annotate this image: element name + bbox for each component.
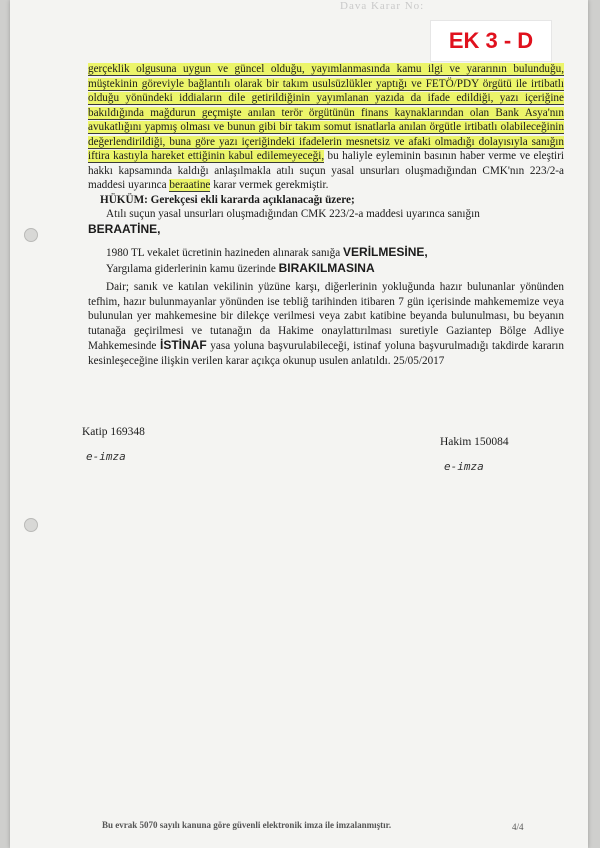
page-number: 4/4 xyxy=(512,822,524,832)
fee-bold: VERİLMESİNE, xyxy=(343,245,428,259)
acquittal-text: Atılı suçun yasal unsurları oluşmadığından CMK 223/2-a maddesi uyarınca sanığın xyxy=(106,208,480,220)
clerk-signature xyxy=(82,426,145,463)
faded-header: Dava Karar No: xyxy=(340,0,425,12)
punch-hole xyxy=(24,518,38,532)
appeal-text-b: yasa yoluna başvurulabileceği, istinaf yoluna başvurulmadığı takdirde kararın kesinleşeceğine ilişkin verilen karar açıkça okunup usulen anlatıldı. 25/05/2017 xyxy=(88,340,565,367)
document-page xyxy=(10,0,588,848)
acquittal-bold: BERAATİNE, xyxy=(88,221,161,236)
punch-hole xyxy=(24,228,38,242)
clerk-label: Katip 169348 xyxy=(82,426,145,438)
cost-text: Yargılama giderlerinin kamu üzerinde xyxy=(106,262,276,275)
verdict-heading: HÜKÜM: Gerekçesi ekli kararda açıklanacağı üzere; xyxy=(100,193,355,206)
annex-label: EK 3 - D xyxy=(430,20,552,62)
document-body xyxy=(88,62,564,368)
reasoning-text: bu haliyle eyleminin basının haber verme ve eleştiri hakkı kapsamında kaldığı anlaşılmakla atılı suçun yasal unsurları oluşmadığından CMK'nın 223/2-a maddesi uyarınca xyxy=(88,150,564,191)
clerk-esignature: e-imza xyxy=(86,450,126,463)
appeal-paragraph xyxy=(88,280,564,368)
fee-paragraph xyxy=(88,245,564,261)
footer-note: Bu evrak 5070 sayılı kanuna göre güvenli elektronik imza ile imzalanmıştır. xyxy=(102,820,392,830)
cost-bold: BIRAKILMASINA xyxy=(278,260,375,275)
reasoning-end: karar vermek gerekmiştir. xyxy=(210,179,329,191)
acquittal-paragraph xyxy=(88,207,564,237)
judge-esignature: e-imza xyxy=(444,460,484,473)
highlighted-word: beraatine xyxy=(169,179,211,191)
fee-text: 1980 TL vekalet ücretinin hazineden alınarak sanığa xyxy=(106,247,341,259)
judge-label: Hakim 150084 xyxy=(440,436,509,448)
appeal-bold: İSTİNAF xyxy=(159,338,207,352)
cost-paragraph xyxy=(88,261,564,277)
reasoning-paragraph xyxy=(88,62,564,193)
appeal-text-a: Dair; sanık ve katılan vekilinin yüzüne karşı, diğerlerinin yokluğunda hazır bulunanlar yönünden tefhim, hazır bulunmayanlar yönünden ise tebliğ tarihinden itibaren 7 gün içerisinde mahkememize veya bulunulan yer mahkemesine bir dilekçe verilmesi veya zabıt katibine beyanda bulunulması, bu beyanın tutanağa geçirilmesi ve tutanağın da Hakime onaylattırılması suretiyle Gaziantep Bölge Adliye Mahkemesinde xyxy=(88,281,564,352)
judge-signature xyxy=(440,436,509,473)
highlighted-text: gerçeklik olgusuna uygun ve güncel olduğu, yayımlanmasında kamu ilgi ve yararının bulunduğu, müştekinin göreviyle bağlantılı olarak bir takım usulsüzlükler yaptığı ve FETÖ/PDY örgütü ile irtibatlı olduğu yönündeki iddiaların dile getirildiğinin yayımlanan yazıda da ifade edildiği, yazı içeriğine bakıldığında mağdurun geçmişte anılan terör örgütünün finans kaynaklarından olan Bank Asya'nın avukatlığını yapmış olması ve bunun gibi bir takım somut isnatlarla anılan örgütle irtibatlı olabileceğinin değerlendirildiği, buna göre yazı içeriğindeki ifadelerin mesnetsiz ve afaki olmadığı dolayısıyla sanığın iftira kastıyla hareket ettiğinin kabul edilemeyeceği, xyxy=(88,63,564,162)
